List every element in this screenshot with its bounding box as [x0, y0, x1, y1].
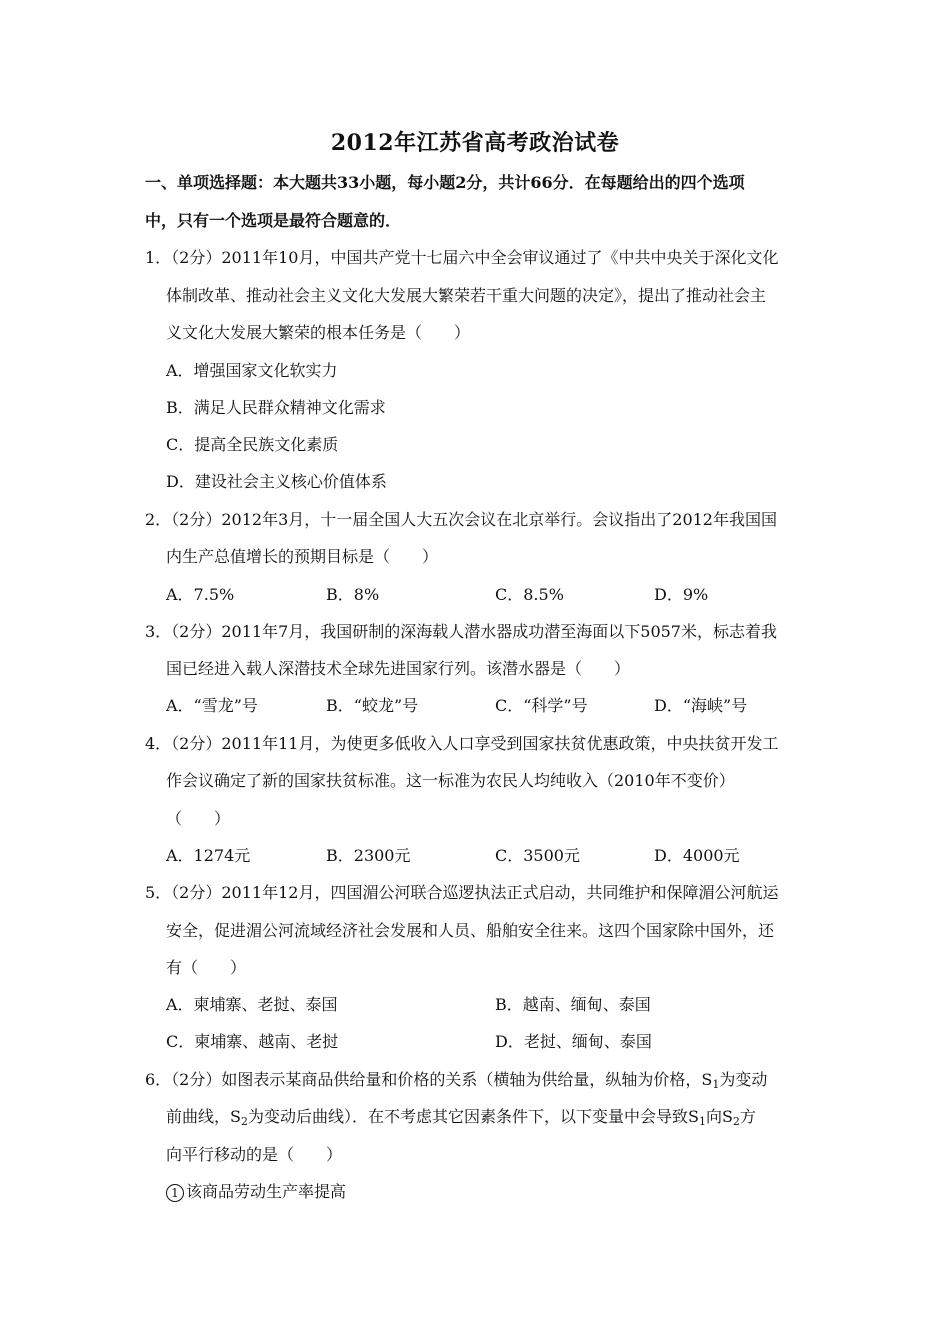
q1-option-a: A．增强国家文化软实力	[166, 361, 338, 380]
q6-stem-text: 前曲线，S	[166, 1107, 241, 1126]
q1-option-c: C．提高全民族文化素质	[166, 435, 339, 454]
q4-option-d: D．4000元	[654, 846, 740, 865]
q6-item-1	[166, 1181, 346, 1203]
q5-stem-cont2: 有（ ）	[166, 958, 247, 977]
q1-option-d: D．建设社会主义核心价值体系	[166, 472, 387, 491]
q6-stem-text: 方	[739, 1107, 756, 1126]
q3-option-b: B．“蛟龙”号	[326, 696, 419, 715]
q2-option-a: A．7.5%	[166, 585, 235, 604]
q3-option-c: C．“科学”号	[495, 696, 588, 715]
q6-stem-text: 为变动后曲线）．在不考虑其它因素条件下，以下变量中会导致S	[247, 1107, 699, 1126]
subscript: 1	[698, 1115, 706, 1128]
q4-option-c: C．3500元	[495, 846, 580, 865]
subscript: 2	[240, 1115, 248, 1128]
q1-stem-cont2: 义文化大发展大繁荣的根本任务是（ ）	[166, 323, 471, 342]
q4-option-b: B．2300元	[326, 846, 411, 865]
q2-stem: 2．（2分）2012年3月，十一届全国人大五次会议在北京举行。会议指出了2012年我国国	[145, 510, 777, 529]
subscript: 2	[732, 1115, 740, 1128]
q2-stem-cont: 内生产总值增长的预期目标是（ ）	[166, 547, 439, 566]
q2-option-d: D．9%	[654, 585, 709, 604]
q3-stem-cont: 国已经进入载人深潜技术全球先进国家行列。该潜水器是（ ）	[166, 659, 631, 678]
q6-stem	[145, 1069, 767, 1091]
q6-stem-text: 为变动	[719, 1070, 768, 1089]
q3-option-a: A．“雪龙”号	[166, 696, 258, 715]
q4-stem-cont2: （ ）	[166, 809, 231, 828]
q6-stem-cont2: 向平行移动的是（ ）	[166, 1145, 343, 1164]
section-heading-cont: 中，只有一个选项是最符合题意的．	[145, 211, 402, 230]
q3-option-d: D．“海峡”号	[654, 696, 748, 715]
q5-option-a: A．柬埔寨、老挝、泰国	[166, 995, 338, 1014]
page-title: 2012年江苏省高考政治试卷	[330, 130, 620, 156]
q4-option-a: A．1274元	[166, 846, 251, 865]
q6-item-text: 该商品劳动生产率提高	[186, 1182, 347, 1201]
q1-stem: 1．（2分）2011年10月，中国共产党十七届六中全会审议通过了《中共中央关于深化文化	[145, 248, 779, 267]
q5-stem-cont: 安全，促进湄公河流域经济社会发展和人员、船舶安全往来。这四个国家除中国外，还	[166, 921, 775, 940]
q5-option-c: C．柬埔寨、越南、老挝	[166, 1032, 339, 1051]
section-heading: 一、单项选择题：本大题共33小题，每小题2分，共计66分．在每题给出的四个选项	[145, 173, 745, 192]
q1-stem-cont: 体制改革、推动社会主义文化大发展大繁荣若干重大问题的决定》，提出了推动社会主	[166, 286, 767, 305]
q6-stem-text: 向S	[705, 1107, 733, 1126]
q1-option-b: B．满足人民群众精神文化需求	[166, 398, 386, 417]
q2-option-c: C．8.5%	[495, 585, 564, 604]
q6-stem-cont	[166, 1106, 756, 1128]
q4-stem: 4．（2分）2011年11月，为使更多低收入人口享受到国家扶贫优惠政策，中央扶贫开发工	[145, 734, 779, 753]
q4-stem-cont: 作会议确定了新的国家扶贫标准。这一标准为农民人均纯收入（2010年不变价）	[166, 771, 735, 790]
q6-stem-text: 6．（2分）如图表示某商品供给量和价格的关系（横轴为供给量，纵轴为价格，S	[145, 1070, 713, 1089]
q3-stem: 3．（2分）2011年7月，我国研制的深海载人潜水器成功潜至海面以下5057米，标志着我	[145, 622, 777, 641]
q2-option-b: B．8%	[326, 585, 380, 604]
q5-option-b: B．越南、缅甸、泰国	[495, 995, 651, 1014]
q5-option-d: D．老挝、缅甸、泰国	[495, 1032, 652, 1051]
q5-stem: 5．（2分）2011年12月，四国湄公河联合巡逻执法正式启动，共同维护和保障湄公河航运	[145, 883, 779, 902]
subscript: 1	[712, 1078, 720, 1091]
circled-number: 1	[166, 1184, 184, 1202]
